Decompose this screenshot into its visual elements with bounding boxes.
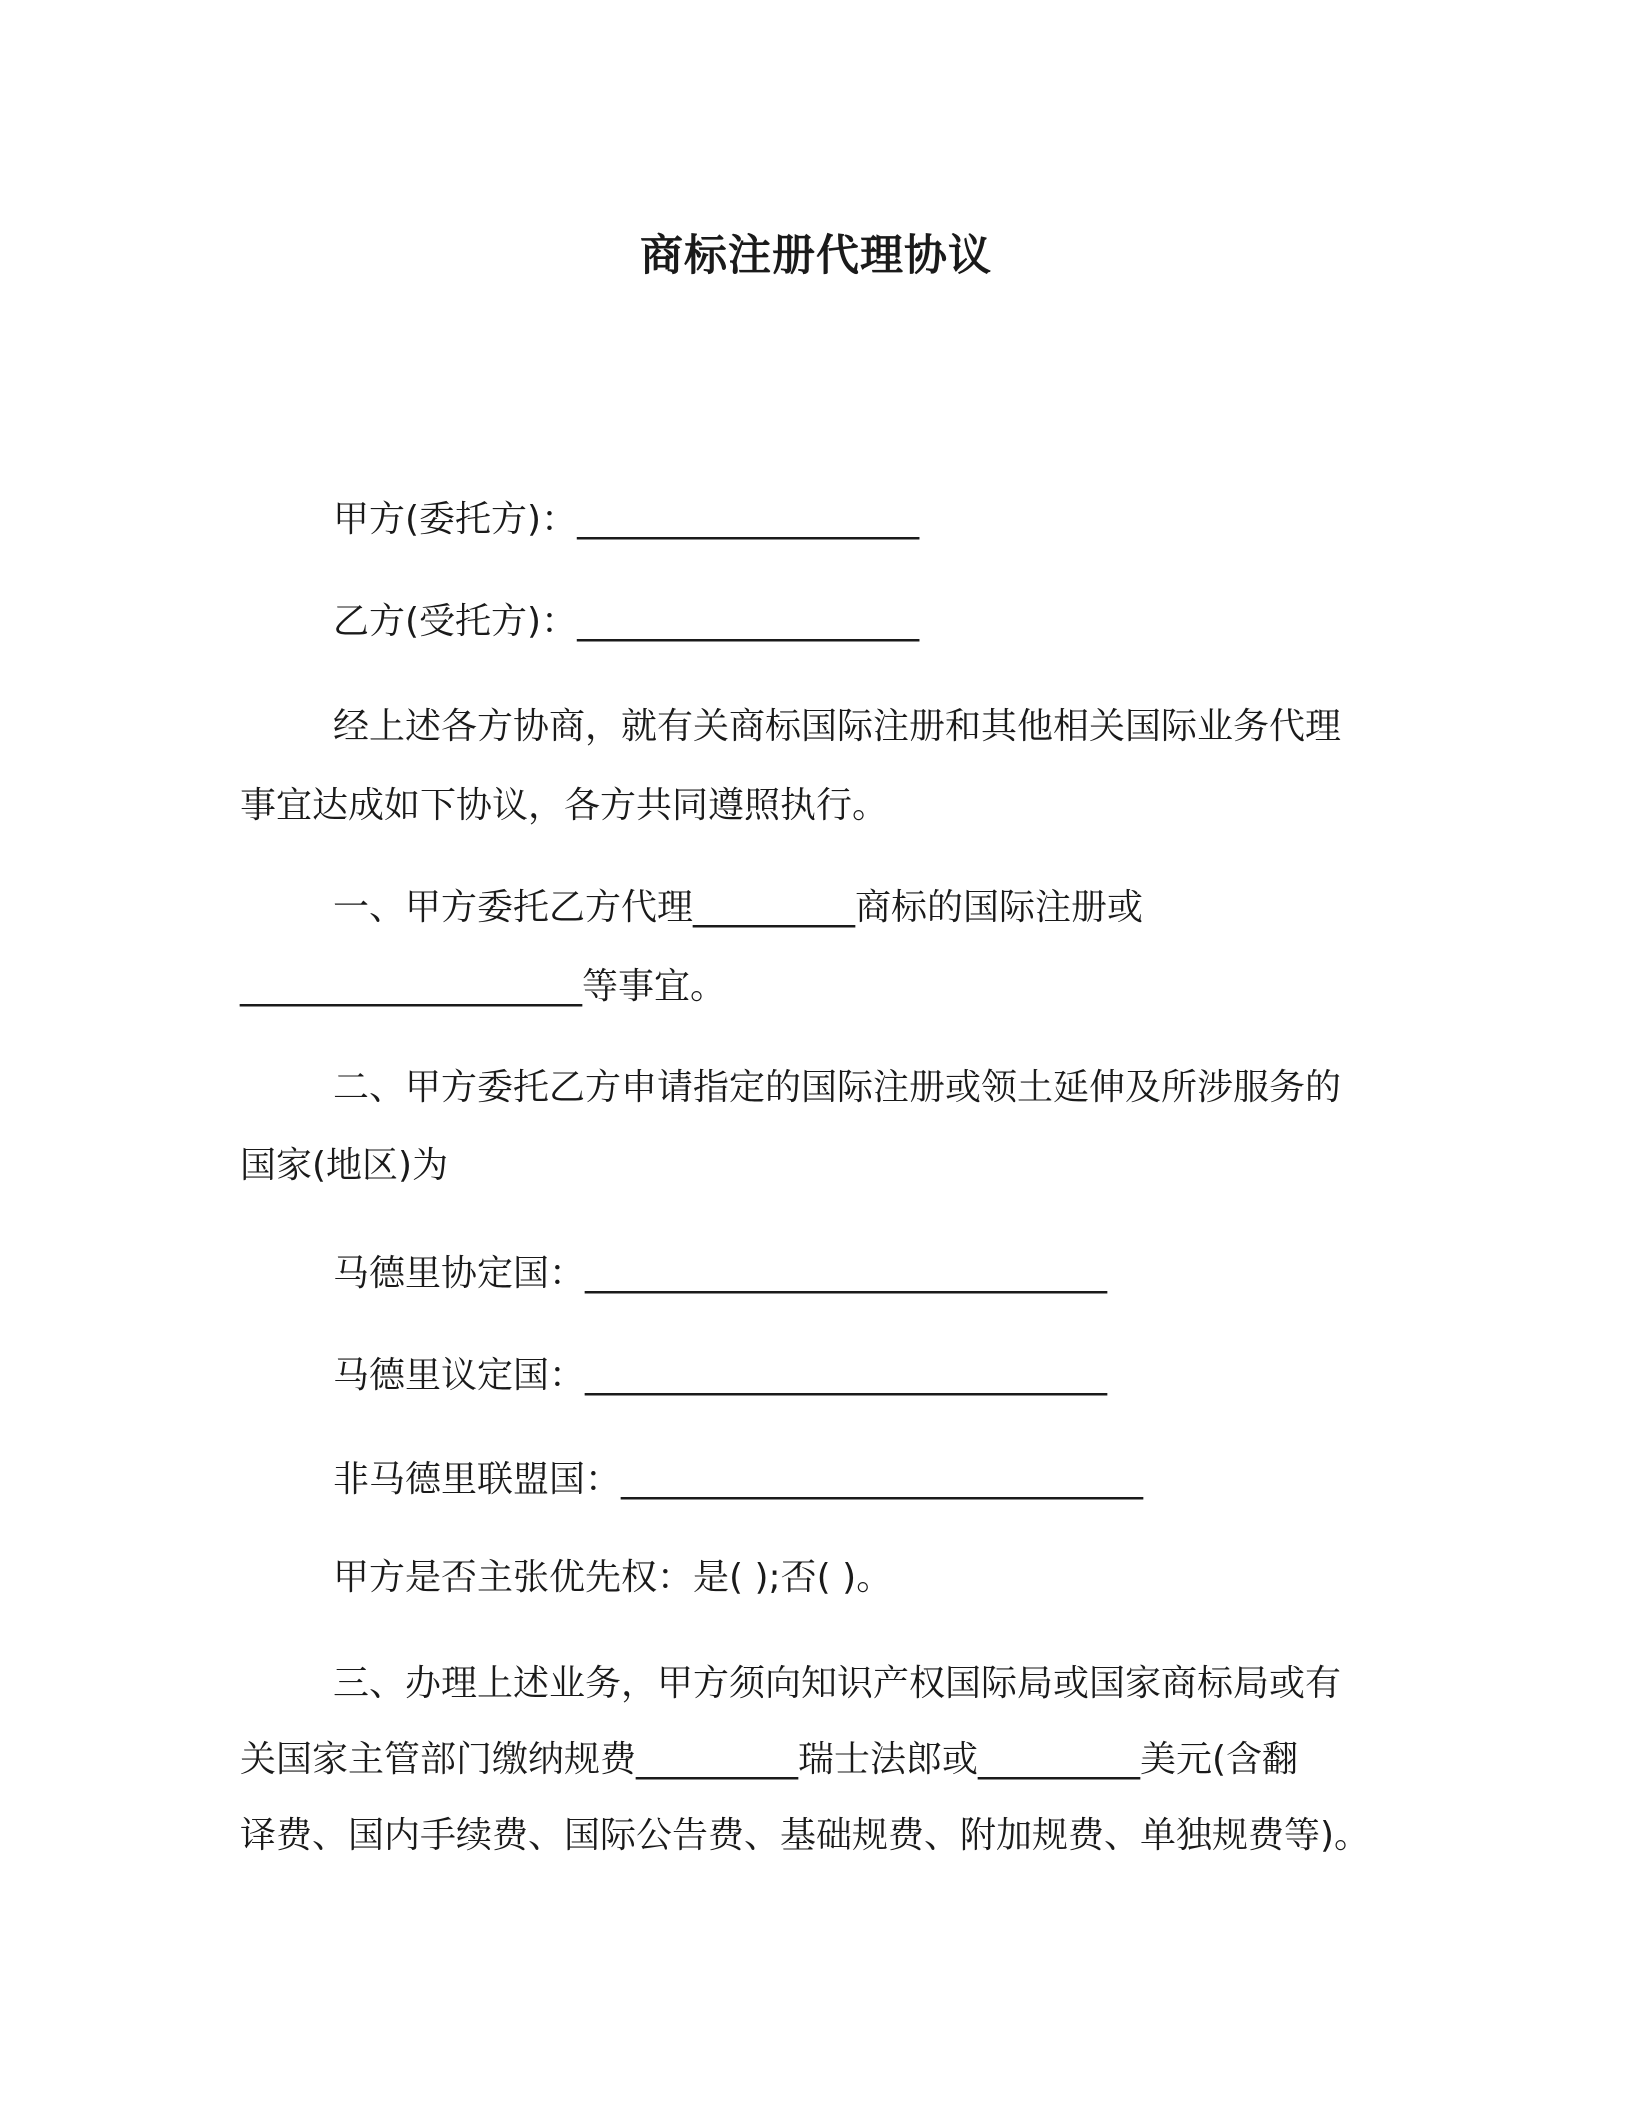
clause-1-line-2: ___________________等事宜。 xyxy=(240,966,727,1007)
clause-2-line-1: 二、甲方委托乙方申请指定的国际注册或领土延伸及所涉服务的 xyxy=(333,1067,1342,1108)
clause-1-line-1: 一、甲方委托乙方代理_________商标的国际注册或 xyxy=(333,887,1144,928)
party-b-line: 乙方(受托方)：___________________ xyxy=(333,601,920,642)
clause-3-line-3: 译费、国内手续费、国际公告费、基础规费、附加规费、单独规费等)。 xyxy=(240,1815,1371,1856)
document-title: 商标注册代理协议 xyxy=(640,231,992,281)
preamble-line-1: 经上述各方协商，就有关商标国际注册和其他相关国际业务代理 xyxy=(333,706,1342,747)
clause-3-line-2: 关国家主管部门缴纳规费_________瑞士法郎或_________美元(含翻 xyxy=(240,1739,1299,1780)
priority-claim-line: 甲方是否主张优先权：是( );否( )。 xyxy=(333,1557,893,1598)
madrid-agreement-line: 马德里协定国：_____________________________ xyxy=(333,1253,1108,1294)
madrid-protocol-line: 马德里议定国：_____________________________ xyxy=(333,1355,1108,1396)
clause-3-line-1: 三、办理上述业务，甲方须向知识产权国际局或国家商标局或有 xyxy=(333,1663,1342,1704)
party-a-line: 甲方(委托方)：___________________ xyxy=(333,499,920,540)
non-madrid-line: 非马德里联盟国：_____________________________ xyxy=(333,1459,1144,1500)
preamble-line-2: 事宜达成如下协议，各方共同遵照执行。 xyxy=(240,785,889,826)
clause-2-line-2: 国家(地区)为 xyxy=(240,1145,449,1186)
